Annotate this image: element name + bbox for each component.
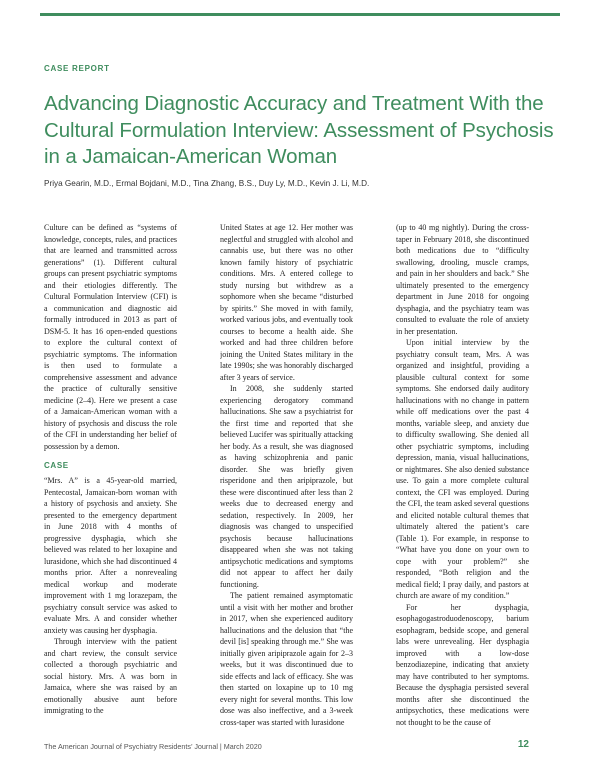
footer-page-number: 12 xyxy=(517,739,529,750)
body-column-3 xyxy=(396,222,529,732)
body-paragraph: “Mrs. A” is a 45-year-old married, Pentecostal, Jamaican-born woman with a history of psychosis and anxiety. She presented to the emergency department in June 2018 with 4 months of progressive dysphagia, which she believed was related to her loxapine and lurasidone, which she had discontinued 4 months prior. After a nonrevealing medical workup and moderate improvement with 1 mg lorazepam, the psychiatry consult service was asked to evaluate Mrs. A and consider whether anxiety was causing her dysphagia. xyxy=(44,476,177,635)
body-paragraph: Upon initial interview by the psychiatry consult team, Mrs. A was organized and insightful, providing a plausible cultural context for some symptoms. She endorsed daily auditory hallucinations with no change in pattern while off medications over the past 4 months, variable sleep, and anxiety due to difficulty swallowing. She denied all other psychiatric symptoms, including depression, mania, visual hallucinations, or nightmares. She also denied substance use. To gain a more complete cultural context, the CFI was employed. During the CFI, the team asked several questions and elicited notable cultural themes that ultimately altered the patient’s care (Table 1). For example, in response to “What have you done on your own to cope with your problem?” she responded, “Both religion and the medical field; I pray daily, and pastors at church are aware of my condition.” xyxy=(396,338,529,600)
body-column-2 xyxy=(220,222,353,732)
author-list: Priya Gearin, M.D., Ermal Bojdani, M.D., Tina Zhang, B.S., Duy Ly, M.D., Kevin J. Li, M.D. xyxy=(44,179,370,188)
body-paragraph: (up to 40 mg nightly). During the cross-taper in February 2018, she discontinued both medications due to “difficulty swallowing, drooling, muscle cramps, and pain in her shoulders and back.” She ultimately presented to the emergency department in June 2018 for ongoing dysphagia, and the psychiatry team was consulted to evaluate the role of anxiety in her presentation. xyxy=(396,223,529,336)
section-heading-case: CASE xyxy=(44,461,69,470)
body-paragraph: The patient remained asymptomatic until a visit with her mother and brother in 2017, when she experienced auditory hallucinations and the delusion that “the devil [is] speaking through me.” She was initially given aripiprazole again for 2–3 weeks, but it was discontinued due to side effects and lack of efficacy. She was then started on loxapine up to 10 mg every night for several months. This low dose was also ineffective, and a 3-week cross-taper was started with lurasidone xyxy=(220,591,353,727)
section-kicker: CASE REPORT xyxy=(44,64,110,73)
body-paragraph: In 2008, she suddenly started experiencing derogatory command hallucinations. She saw a psychiatrist for the first time and reported that she believed Lucifer was spiritually attacking her body. As a result, she was diagnosed as having schizophrenia and panic disorder. She was briefly given risperidone and then aripiprazole, but these were discontinued after less than 2 weeks due to decreased energy and sedation, respectively. In 2009, her diagnosis was changed to unspecified psychosis because hallucinations disappeared when she was not taking antipsychotic medications and symptoms did not appear to affect her daily functioning. xyxy=(220,384,353,589)
article-title: Advancing Diagnostic Accuracy and Treatment With the Cultural Formulation Interview: Assessment of Psychosis in a Jamaican-American Woman xyxy=(44,92,554,168)
body-paragraph: Through interview with the patient and chart review, the consult service collected a thorough psychiatric and social history. Mrs. A was born in Jamaica, where she was raised by an emotionally abusive aunt before immigrating to the xyxy=(44,637,177,715)
article-body xyxy=(44,222,529,732)
body-paragraph: Culture can be defined as “systems of knowledge, concepts, rules, and practices that are learned and transmitted across generations” (1). Different cultural groups can present psychiatric symptoms and their etiologies differently. The Cultural Formulation Interview (CFI) is a communication and diagnostic aid formally introduced in 2013 as part of DSM-5. It has 16 open-ended questions to explore the cultural context of psychiatric symptoms. The information is then used to formulate a comprehensive assessment and advance the practice of culturally sensitive medicine (2–4). Here we present a case of a Jamaican-American woman with a history of psychosis and discuss the role of the CFI in understanding her belief of possession by a demon. xyxy=(44,223,177,451)
top-rule xyxy=(40,13,560,16)
body-paragraph: United States at age 12. Her mother was neglectful and struggled with alcohol and cannabis use, but there was no other known family history of psychiatric conditions. Mrs. A entered college to study nursing but withdrew as a sophomore when she became “disturbed by spirits.” She moved in with family, worked various jobs, and eventually took courses to become a health aide. She worked and had three children before joining the United States military in the late 1990s; she was honorably discharged after 3 years of service. xyxy=(220,223,353,382)
body-paragraph: For her dysphagia, esophagogastroduodenoscopy, barium esophagram, bedside scope, and general labs were unrevealing. Her dysphagia improved with a low-dose benzodiazepine, indicating that anxiety may have contributed to her symptoms. Because the dysphagia persisted several months after she discontinued the antipsychotics, these medications were not thought to be the cause of xyxy=(396,602,529,727)
footer-journal-name: The American Journal of Psychiatry Residents’ Journal | March 2020 xyxy=(44,742,262,751)
body-column-1 xyxy=(44,222,177,732)
